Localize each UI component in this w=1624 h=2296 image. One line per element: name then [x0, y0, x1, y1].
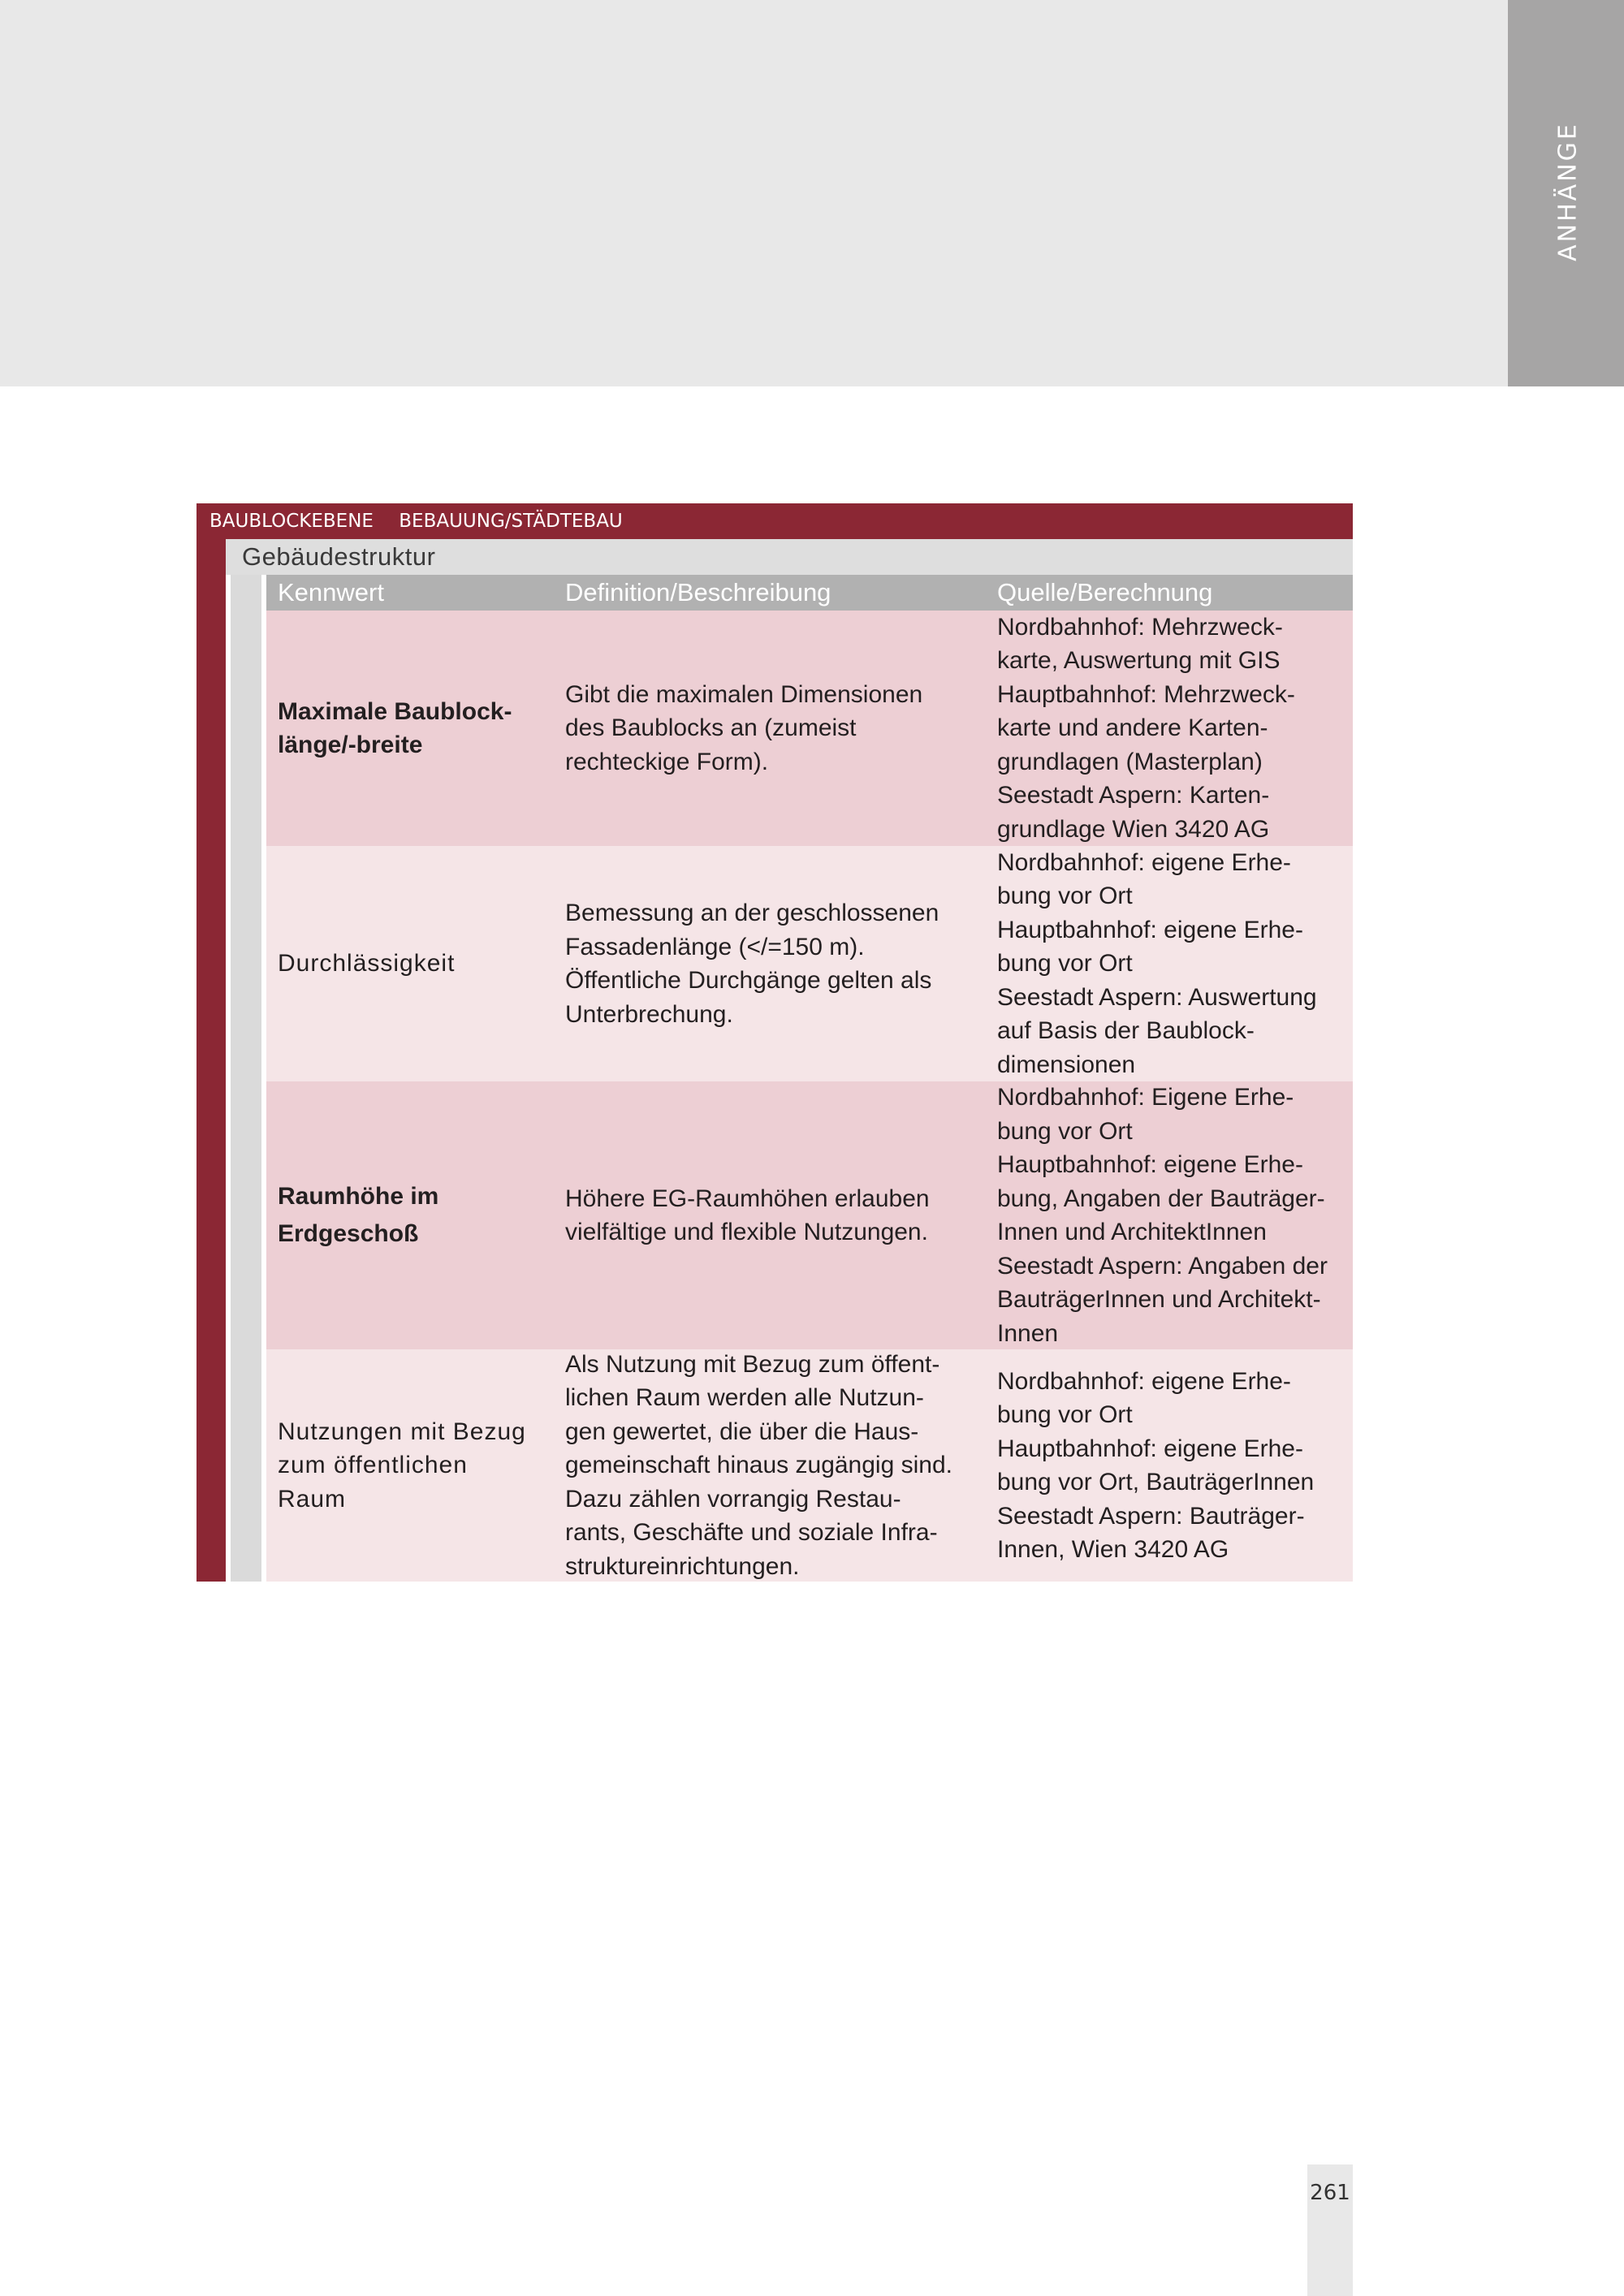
cell-kennwert: Durchlässigkeit	[278, 950, 456, 978]
table-row	[266, 846, 1353, 1081]
header-quelle: Quelle/Berechnung	[997, 578, 1213, 606]
table-header	[266, 575, 1353, 611]
cell-kennwert: Maximale Baublock- länge/-breite	[278, 697, 512, 758]
gray-accent-bar	[231, 575, 261, 1582]
header-definition: Definition/Beschreibung	[565, 578, 831, 606]
cell-definition: Höhere EG-Raumhöhen erlauben vielfältige und flexible Nutzungen.	[565, 1185, 930, 1245]
section-topic: BEBAUUNG/STÄDTEBAU	[399, 511, 623, 532]
cell-quelle: Nordbahnhof: eigene Erhe- bung vor Ort Hauptbahnhof: eigene Erhe- bung vor Ort Seestadt Aspern: Auswertung auf Basis der Baublock- dimensionen	[997, 848, 1317, 1078]
cell-quelle: Nordbahnhof: eigene Erhe- bung vor Ort Hauptbahnhof: eigene Erhe- bung vor Ort, BauträgerInnen Seestadt Aspern: Bauträger- Innen, Wien 3420 AG	[997, 1367, 1315, 1563]
header-kennwert: Kennwert	[278, 578, 384, 606]
page-number: 261	[1310, 2181, 1350, 2205]
cell-definition: Als Nutzung mit Bezug zum öffent- lichen Raum werden alle Nutzun- gen gewertet, die über die Haus- gemeinschaft hinaus zugängig sind. Dazu zählen vorrangig Restau- rants, Geschäfte und soziale Infra- struktureinrichtungen.	[565, 1350, 952, 1580]
cell-definition: Gibt die maximalen Dimensionen des Baublocks an (zumeist rechteckige Form).	[565, 680, 923, 775]
cell-definition: Bemessung an der geschlossenen Fassadenlänge (</=150 m). Öffentliche Durchgänge gelten als Unterbrechung.	[565, 900, 939, 1028]
cell-kennwert: Raumhöhe im Erdgeschoß	[278, 1183, 439, 1247]
table-row	[266, 1349, 1353, 1582]
cell-quelle: Nordbahnhof: Eigene Erhe- bung vor Ort Hauptbahnhof: eigene Erhe- bung, Angaben der Bauträger- Innen und ArchitektInnen Seestadt Aspern: Angaben der BauträgerInnen und Architekt- Innen	[997, 1084, 1328, 1347]
section-level: BAUBLOCKEBENE	[209, 511, 374, 532]
sub-header: Gebäudestruktur	[226, 539, 1353, 575]
header-band	[0, 0, 1508, 386]
chapter-tab-label: ANHÄNGE	[1553, 122, 1583, 261]
section-bar	[197, 503, 1353, 539]
cell-kennwert: Nutzungen mit Bezug zum öffentlichen Raum	[278, 1418, 526, 1513]
table-row	[266, 1081, 1353, 1349]
table-row	[266, 611, 1353, 846]
red-accent-bar	[197, 539, 226, 1582]
cell-quelle: Nordbahnhof: Mehrzweck- karte, Auswertung mit GIS Hauptbahnhof: Mehrzweck- karte und andere Karten- grundlagen (Masterplan) Seestadt Aspern: Karten- grundlage Wien 3420 AG	[997, 613, 1295, 843]
